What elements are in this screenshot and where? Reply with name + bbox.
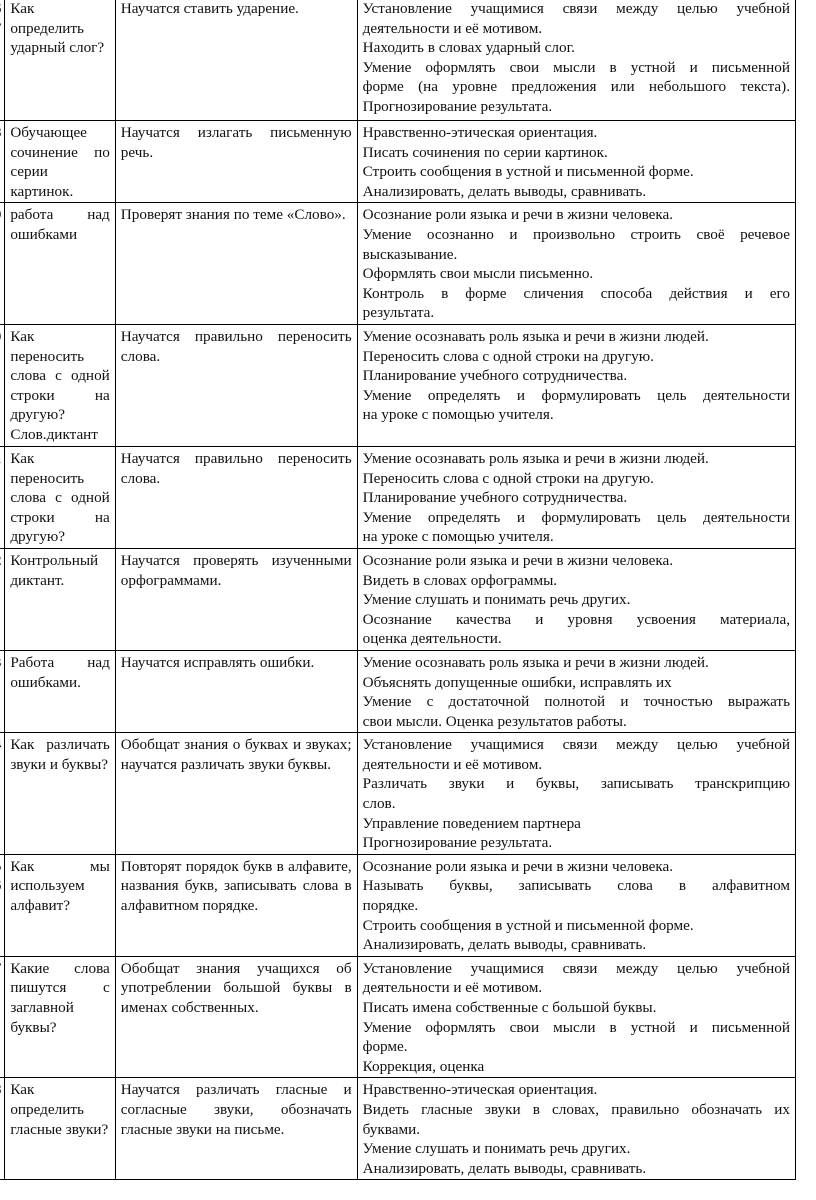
learning-action-line: Прогнозирование результата. <box>362 834 553 852</box>
learning-action-line: Писать имена собственные с большой буквы. <box>362 999 657 1016</box>
table-row <box>0 446 796 548</box>
learning-action-line: Умение осознавать роль языка и речи в жизни людей. <box>362 449 709 467</box>
learning-action-line: деятельности и её мотивом. <box>362 979 543 997</box>
row-number <box>0 959 1 979</box>
learning-action-line: Строить сообщения в устной и письменной форме. <box>362 916 694 934</box>
learning-action-line: Анализировать, делать выводы, сравнивать. <box>362 182 647 200</box>
learning-action-line: Объяснять допущенные ошибки, исправлять их <box>362 673 672 691</box>
lesson-topic: работа над ошибками <box>5 203 115 325</box>
lesson-topic: Как переносить слова с одной строки на другую? <box>5 446 115 548</box>
lesson-goal: Повторят порядок букв в алфавите, названия букв, записывать слова в алфавитном порядке. <box>115 854 357 956</box>
learning-action-line: Умение слушать и понимать речь других. <box>362 591 631 609</box>
learning-actions-cell <box>357 0 795 121</box>
table-row <box>0 548 796 650</box>
learning-action-line: Оформлять свои мысли письменно. <box>362 265 594 283</box>
lesson-topic: Контрольный диктант. <box>5 548 115 650</box>
learning-actions-cell <box>357 854 795 956</box>
learning-action-line: Переносить слова с одной строки на другую. <box>362 347 654 365</box>
row-number <box>0 857 1 877</box>
learning-action-line: Установление учащимися связи между целью учебной <box>362 959 790 977</box>
learning-action-line: Осознание качества и уровня усвоения материала, <box>362 610 790 628</box>
row-number <box>0 205 1 225</box>
learning-actions-cell <box>357 1078 795 1180</box>
table-row <box>0 1078 796 1180</box>
learning-action-line: Находить в словах ударный слог. <box>362 39 575 57</box>
row-number <box>0 551 1 571</box>
lesson-goal: Обобщат знания учащихся об употреблении большой буквы в именах собственных. <box>115 956 357 1078</box>
learning-action-line: Нравственно-этическая ориентация. <box>362 124 598 141</box>
learning-actions-cell <box>357 446 795 548</box>
learning-action-line: Анализировать, делать выводы, сравнивать. <box>362 936 647 954</box>
row-number <box>0 1080 1 1100</box>
learning-action-line: форме (на уровне предложения или небольшого текста). <box>362 78 790 96</box>
table-row <box>0 650 796 732</box>
row-number <box>0 123 1 143</box>
row-number <box>0 0 1 19</box>
learning-actions-cell <box>357 650 795 732</box>
learning-actions-cell <box>357 733 795 855</box>
lesson-goal: Научатся различать гласные и согласные звуки, обозначать гласные звуки на письме. <box>115 1078 357 1180</box>
lesson-topic: Как мы используем алфавит? <box>5 854 115 956</box>
learning-action-line: Установление учащимися связи между целью учебной <box>362 736 790 754</box>
learning-action-line: Осознание роли языка и речи в жизни человека. <box>362 551 674 569</box>
row-number <box>0 19 1 39</box>
row-number <box>0 876 1 896</box>
learning-action-line: Умение с достаточной полнотой и точностью выражать <box>362 693 790 711</box>
learning-action-line: Переносить слова с одной строки на другую. <box>362 469 654 487</box>
learning-action-line: Установление учащимися связи между целью учебной <box>362 0 790 17</box>
lesson-topic: Как различать звуки и буквы? <box>5 733 115 855</box>
learning-action-line: свои мысли. Оценка результатов работы. <box>362 712 627 730</box>
learning-action-line: Планирование учебного сотрудничества. <box>362 489 628 507</box>
learning-action-line: Писать сочинения по серии картинок. <box>362 143 608 161</box>
learning-action-line: Контроль в форме сличения способа действия и его <box>362 284 790 302</box>
lesson-topic: Работа над ошибками. <box>5 650 115 732</box>
table-row <box>0 121 796 203</box>
learning-action-line: Умение определять и формулировать цель деятельности <box>362 386 790 404</box>
lesson-goal: Научатся правильно переносить слова. <box>115 324 357 446</box>
learning-action-line: на уроке с помощью учителя. <box>362 528 554 546</box>
lesson-goal: Научатся излагать письменную речь. <box>115 121 357 203</box>
lesson-goal: Обобщат знания о буквах и звуках; научатся различать звуки буквы. <box>115 733 357 855</box>
learning-action-line: Умение оформлять свои мысли в устной и письменной <box>362 58 790 76</box>
table-row <box>0 203 796 325</box>
learning-action-line: порядке. <box>362 897 419 915</box>
learning-action-line: Видеть в словах орфограммы. <box>362 571 558 589</box>
table-row <box>0 0 796 121</box>
learning-action-line: форме. <box>362 1038 408 1056</box>
learning-action-line: Прогнозирование результата. <box>362 97 553 115</box>
learning-action-line: Умение определять и формулировать цель деятельности <box>362 508 790 526</box>
learning-action-line: Анализировать, делать выводы, сравнивать. <box>362 1159 647 1177</box>
table-row <box>0 956 796 1078</box>
lesson-goal: Научатся правильно переносить слова. <box>115 446 357 548</box>
learning-action-line: Строить сообщения в устной и письменной форме. <box>362 163 694 181</box>
lesson-topic: Как определить гласные звуки? <box>5 1078 115 1180</box>
learning-action-line: слов. <box>362 795 396 813</box>
row-number <box>0 653 1 673</box>
learning-action-line: Умение осознанно и произвольно строить своё речевое <box>362 225 790 243</box>
table-row <box>0 733 796 855</box>
row-number <box>0 327 1 347</box>
lesson-goal: Научатся исправлять ошибки. <box>115 650 357 732</box>
learning-action-line: Умение оформлять свои мысли в устной и письменной <box>362 1018 790 1036</box>
learning-action-line: оценка деятельности. <box>362 630 502 648</box>
lesson-goal: Научатся проверять изученными орфограммами. <box>115 548 357 650</box>
learning-action-line: Видеть гласные звуки в словах, правильно обозначать их <box>362 1100 790 1118</box>
learning-actions-cell <box>357 203 795 325</box>
learning-action-line: результата. <box>362 304 435 322</box>
learning-action-line: Осознание роли языка и речи в жизни человека. <box>362 206 674 224</box>
lesson-topic: Как определить ударный слог? <box>5 0 115 121</box>
lesson-goal: Научатся ставить ударение. <box>115 0 357 121</box>
learning-actions-cell <box>357 956 795 1078</box>
learning-action-line: Коррекция, оценка <box>362 1057 485 1075</box>
row-number <box>0 449 1 469</box>
row-number <box>0 735 1 755</box>
learning-action-line: Управление поведением партнера <box>362 814 581 832</box>
learning-actions-cell <box>357 548 795 650</box>
learning-action-line: деятельности и её мотивом. <box>362 755 543 773</box>
learning-action-line: Умение слушать и понимать речь других. <box>362 1140 631 1158</box>
table-row <box>0 324 796 446</box>
learning-action-line: Планирование учебного сотрудничества. <box>362 367 628 385</box>
learning-action-line: Нравственно-этическая ориентация. <box>362 1081 598 1099</box>
learning-action-line: буквами. <box>362 1120 420 1138</box>
lesson-topic: Какие слова пишутся с заглавной буквы? <box>5 956 115 1078</box>
learning-action-line: Осознание роли языка и речи в жизни человека. <box>362 857 674 875</box>
learning-action-line: деятельности и её мотивом. <box>362 19 543 37</box>
learning-actions-cell <box>357 324 795 446</box>
learning-action-line: на уроке с помощью учителя. <box>362 406 554 424</box>
learning-action-line: Умение осознавать роль языка и речи в жизни людей. <box>362 327 709 345</box>
learning-actions-cell <box>357 121 795 203</box>
lesson-topic: Обучающее сочинение по серии картинок. <box>5 121 115 203</box>
learning-action-line: Умение осознавать роль языка и речи в жизни людей. <box>362 653 709 671</box>
table-row <box>0 854 796 956</box>
learning-action-line: высказывание. <box>362 245 458 263</box>
learning-action-line: Называть буквы, записывать слова в алфавитном <box>362 877 790 895</box>
lesson-goal: Проверят знания по теме «Слово». <box>115 203 357 325</box>
learning-action-line: Различать звуки и буквы, записывать транскрипцию <box>362 775 790 793</box>
lesson-topic: Как переносить слова с одной строки на другую? Слов.диктант <box>5 324 115 446</box>
